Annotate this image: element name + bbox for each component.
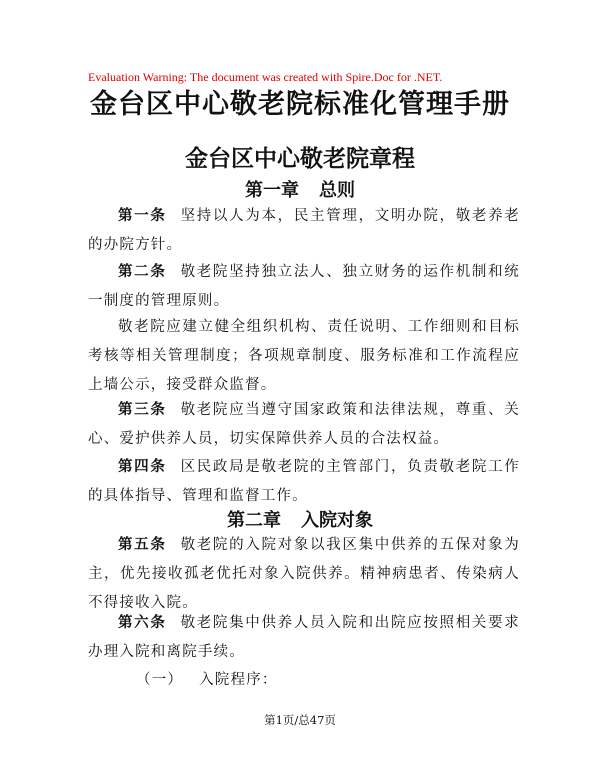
list-item-1 [136, 668, 278, 689]
article-text: 敬老院的入院对象以我区集中供养的五保对象为主，优先接收孤老优托对象入院供养。精神病患者、传染病人不得接收入院。 [88, 537, 520, 611]
chapter-heading-1 [0, 176, 600, 202]
list-item-text: 入院程序： [199, 672, 278, 688]
article-2 [88, 257, 520, 316]
chapter-heading-2 [0, 506, 600, 532]
chapter-number: 第一章 [245, 180, 299, 201]
article-text: 敬老院集中供养人员入院和出院应按照相关要求办理入院和离院手续。 [88, 615, 520, 660]
chapter-name: 总则 [319, 180, 355, 201]
article-label: 第三条 [118, 401, 167, 418]
article-5 [88, 530, 520, 618]
article-text: 坚持以人为本，民主管理，文明办院，敬老养老的办院方针。 [88, 208, 520, 253]
article-text: 敬老院坚持独立法人、独立财务的运作机制和统一制度的管理原则。 [88, 264, 520, 309]
article-2-paragraph [88, 313, 520, 400]
article-1 [88, 201, 520, 260]
article-label: 第二条 [118, 263, 167, 280]
document-subtitle: 金台区中心敬老院章程 [185, 145, 415, 172]
article-4 [88, 452, 520, 511]
article-3 [88, 395, 520, 454]
article-label: 第六条 [118, 614, 167, 631]
chapter-number: 第二章 [227, 510, 281, 531]
article-text: 敬老院应建立健全组织机构、责任说明、工作细则和目标考核等相关管理制度；各项规章制度、服务标准和工作流程应上墙公示，接受群众监督。 [88, 319, 520, 393]
article-text: 区民政局是敬老院的主管部门，负责敬老院工作的具体指导、管理和监督工作。 [88, 459, 520, 504]
article-label: 第一条 [118, 207, 167, 224]
article-label: 第五条 [118, 536, 167, 553]
article-label: 第四条 [118, 458, 167, 475]
evaluation-warning: Evaluation Warning: The document was created with Spire.Doc for .NET. [88, 70, 443, 84]
chapter-name: 入院对象 [301, 510, 373, 531]
document-title: 金台区中心敬老院标准化管理手册 [90, 89, 510, 120]
article-text: 敬老院应当遵守国家政策和法律法规，尊重、关心、爱护供养人员，切实保障供养人员的合法权益。 [88, 402, 520, 447]
page-number-footer: 第1页/总47页 [264, 713, 336, 727]
article-6 [88, 608, 520, 667]
list-item-number: （一） [136, 672, 184, 688]
